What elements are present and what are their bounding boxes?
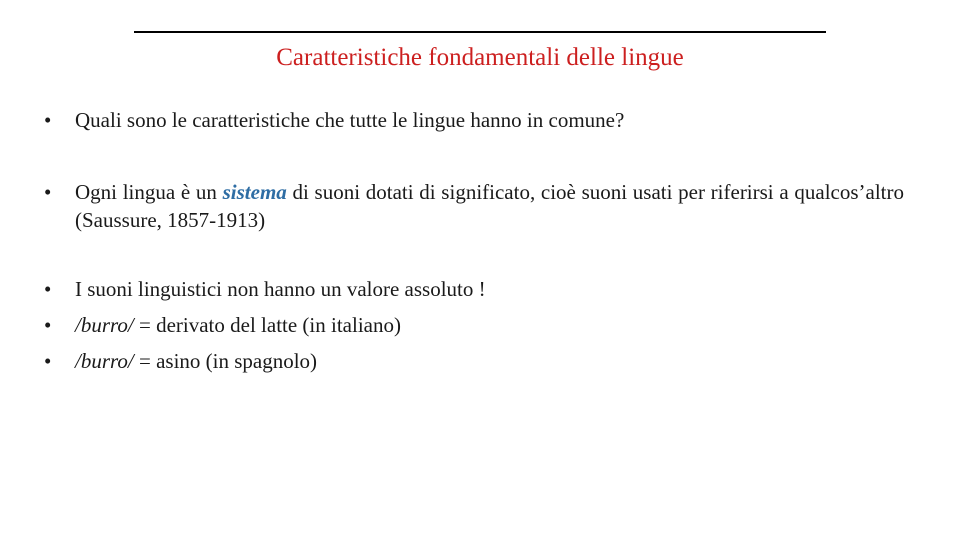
bullet-burro-italiano — [44, 311, 904, 339]
burro-word: /burro/ — [75, 313, 134, 337]
burro-word: /burro/ — [75, 349, 134, 373]
sistema-definition: di suoni dotati di significato, cioè suoni usati per riferirsi a qualcos’altro (Saussure, 1857-1913) — [75, 180, 904, 232]
burro-spagnolo-meaning: = asino (in spagnolo) — [133, 349, 318, 373]
bullet-dot: • — [44, 277, 52, 301]
bullet-question-text: Quali sono le caratteristiche che tutte le lingue hanno in comune? — [75, 108, 625, 132]
title-rule — [134, 31, 826, 33]
bullet-burro-spagnolo — [44, 347, 904, 375]
bullet-dot: • — [44, 108, 52, 132]
bullet-valore-text: I suoni linguistici non hanno un valore assoluto ! — [75, 277, 486, 301]
slide-title: Caratteristiche fondamentali delle lingue — [276, 44, 684, 71]
sistema-lead: Ogni lingua è un — [75, 180, 223, 204]
bullet-dot: • — [44, 313, 52, 337]
bullet-sistema — [44, 178, 904, 234]
bullet-question — [44, 106, 904, 134]
bullet-dot: • — [44, 180, 52, 204]
bullet-valore — [44, 275, 904, 303]
bullet-sistema-text — [75, 178, 904, 234]
sistema-term: sistema — [222, 180, 287, 204]
bullet-dot: • — [44, 349, 52, 373]
bullet-burro-italiano-text — [75, 311, 904, 339]
burro-italiano-meaning: = derivato del latte (in italiano) — [133, 313, 401, 337]
bullet-burro-spagnolo-text — [75, 347, 904, 375]
